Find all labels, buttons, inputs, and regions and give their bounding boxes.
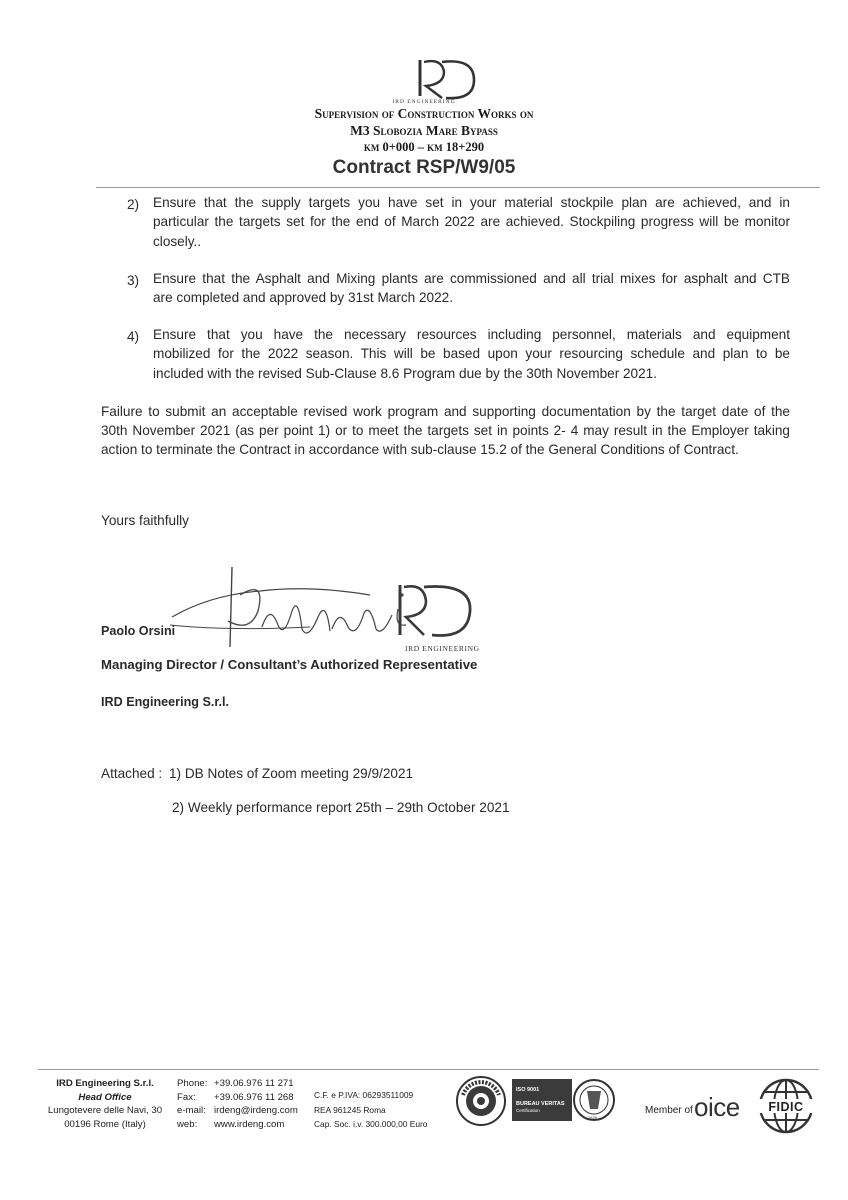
footer-address-2: 00196 Rome (Italy) <box>64 1118 146 1130</box>
header-line-2: M3 Slobozia Mare Bypass <box>350 123 498 138</box>
svg-text:1828: 1828 <box>588 1115 597 1120</box>
footer-divider <box>38 1069 819 1070</box>
signatory-title: Managing Director / Consultant’s Authorized Representative <box>101 657 478 672</box>
web-label: web: <box>177 1118 198 1130</box>
signatory-company: IRD Engineering S.r.l. <box>101 695 230 709</box>
footer-vat: C.F. e P.IVA: 06293511009 <box>314 1090 414 1100</box>
signatory-name: Paolo Orsini <box>101 624 176 638</box>
svg-text:ISO 9001: ISO 9001 <box>516 1087 540 1093</box>
point-2-line-2: particular the targets set for the end of March 2022 are achieved. Stockpiling progress will be monitor <box>153 214 790 229</box>
closing: Yours faithfully <box>101 513 189 528</box>
attachments-label: Attached : <box>101 766 163 781</box>
footer-contacts <box>177 1077 298 1131</box>
footer-company-name: IRD Engineering S.r.l. <box>56 1078 154 1089</box>
contract-title: Contract RSP/W9/05 <box>332 157 516 178</box>
svg-text:BUREAU VERITAS: BUREAU VERITAS <box>516 1101 565 1107</box>
footer-legal <box>314 1088 427 1132</box>
attachment-1: 1) DB Notes of Zoom meeting 29/9/2021 <box>169 766 414 781</box>
fax-label: Fax: <box>177 1091 196 1103</box>
point-3-line-1: Ensure that the Asphalt and Mixing plants are commissioned and all trial mixes for asphalt and CTB <box>153 271 790 286</box>
failure-line-1: Failure to submit an acceptable revised work program and supporting documentation by the target date of the <box>101 404 790 419</box>
footer-rea: REA 961245 Roma <box>314 1104 386 1115</box>
point-2-number: 2) <box>127 197 140 212</box>
footer-company-block <box>38 1077 172 1131</box>
point-3-line-2: are completed and approved by 31st March 2022. <box>153 290 454 305</box>
footer-head-office: Head Office <box>78 1091 132 1103</box>
bureau-veritas-logo-icon <box>512 1077 616 1123</box>
header-line-3: km 0+000 – km 18+290 <box>363 140 485 154</box>
failure-line-2: 30th November 2021 (as per point 1) or to meet the targets set in points 2- 4 may result in the Employer taking <box>101 423 790 438</box>
header-divider <box>96 187 820 188</box>
point-2-line-1: Ensure that the supply targets you have set in your material stockpile plan are achieved, and in <box>153 195 790 210</box>
web-value[interactable]: www.irdeng.com <box>214 1118 285 1130</box>
accredia-seal-icon <box>455 1075 507 1127</box>
footer-capital: Cap. Soc. i.v. 300.000,00 Euro <box>314 1119 428 1129</box>
point-4-line-2: mobilized for the 2022 season. This will be based upon your resourcing schedule and plan to be <box>153 346 790 361</box>
fax-value: +39.06.976 11 268 <box>214 1091 294 1103</box>
footer-address-1: Lungotevere delle Navi, 30 <box>47 1105 163 1116</box>
email-label: e-mail: <box>177 1105 206 1116</box>
stamp-text: IRD ENGINEERING <box>405 644 480 653</box>
point-4-number: 4) <box>127 329 140 344</box>
phone-label: Phone: <box>177 1078 208 1089</box>
svg-text:FIDIC: FIDIC <box>768 1100 804 1114</box>
logo-subtitle: IRD ENGINEERING <box>392 99 456 105</box>
member-of-label: Member of <box>645 1105 693 1116</box>
point-2-line-3: closely.. <box>153 234 202 249</box>
attachment-2: 2) Weekly performance report 25th – 29th October 2021 <box>172 800 510 815</box>
header-line-1: Supervision of Construction Works on <box>314 106 534 121</box>
fidic-globe-icon <box>757 1078 815 1134</box>
oice-logo: oice <box>694 1092 740 1122</box>
point-4-line-1: Ensure that you have the necessary resources including personnel, materials and equipment <box>153 327 790 342</box>
phone-value: +39.06.976 11 271 <box>214 1078 294 1089</box>
email-value[interactable]: irdeng@irdeng.com <box>214 1105 298 1116</box>
ird-logo-icon <box>412 56 482 102</box>
failure-line-3: action to terminate the Contract in accordance with sub-clause 15.2 of the General Conditions of Contract. <box>101 442 739 457</box>
svg-text:Certification: Certification <box>516 1108 540 1113</box>
point-4-line-3: included with the revised Sub-Clause 8.6 Program due by the 30th November 2021. <box>153 366 658 381</box>
point-3-number: 3) <box>127 273 140 288</box>
